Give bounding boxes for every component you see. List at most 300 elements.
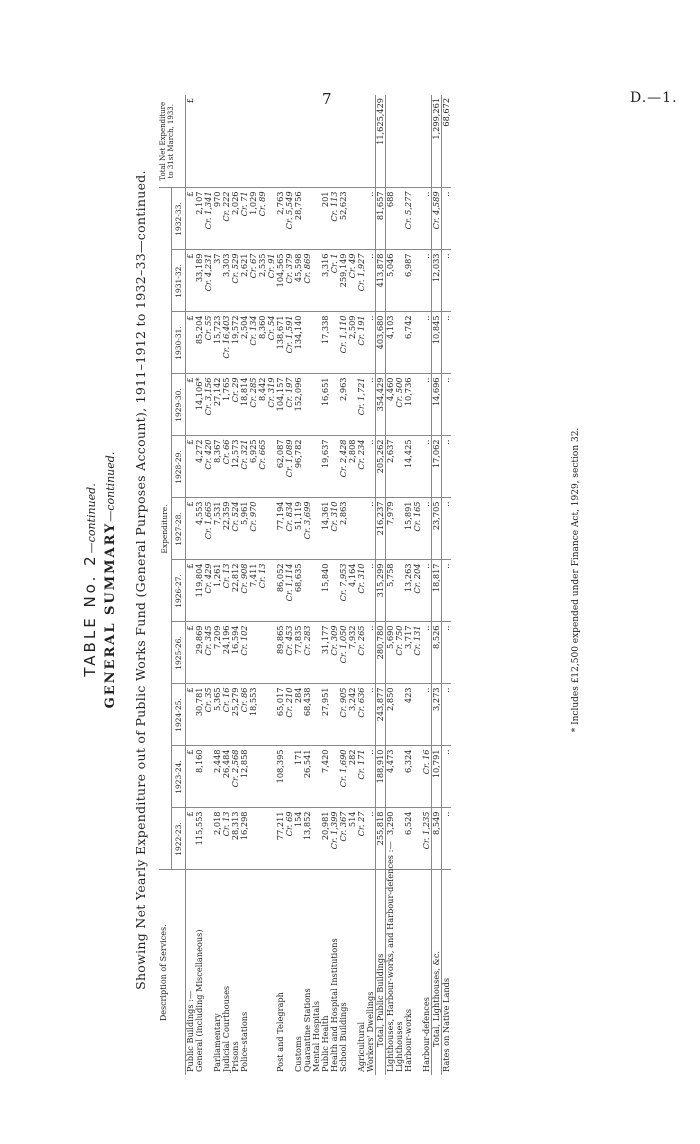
value-line: Cr. 1,721 [356, 377, 366, 416]
value-line: 2,963 [338, 377, 348, 401]
value-line: Cr. 86 [239, 687, 249, 713]
value-line: 2,621 [239, 253, 249, 277]
value-line: 201 [320, 191, 330, 208]
value-cell [321, 95, 339, 188]
value-line: Cr. 134 [248, 315, 258, 346]
value-line: .. [441, 439, 451, 445]
value-cell [321, 498, 339, 560]
value-line: .. [421, 439, 431, 445]
value-cell [276, 95, 294, 188]
value-line: 152,096 [293, 377, 303, 412]
value-line: 115,553 [194, 811, 204, 846]
value-line: 26,541 [302, 749, 312, 779]
value-line: .. [421, 563, 431, 569]
value-cell [339, 746, 357, 808]
value-line: 52,623 [338, 191, 348, 221]
value-cell [442, 498, 452, 560]
value-line: 6,742 [403, 315, 413, 339]
row-label-line: Quarantine Stations [302, 988, 312, 1072]
value-line: 19,572 [230, 315, 240, 345]
value-cell [432, 95, 442, 188]
value-line: 284 [293, 687, 303, 704]
table-row [186, 95, 214, 1075]
value-cell [357, 746, 366, 808]
value-line: .. [365, 625, 375, 631]
value-cell [357, 498, 366, 560]
value-line: £ [185, 811, 195, 817]
value-line: 413,878 [375, 253, 385, 288]
value-cell [186, 188, 214, 250]
value-line: Cr. 500 [394, 377, 404, 408]
expenditure-header: Expenditure. [159, 188, 172, 870]
value-line: 1,765 [221, 377, 231, 401]
value-line: 3,273 [431, 687, 441, 711]
row-label-line: General (including Miscellaneous) [194, 929, 204, 1072]
value-cell [376, 498, 386, 560]
value-cell [276, 436, 294, 498]
value-line: 354,429 [375, 377, 385, 412]
value-line: Cr. 13 [221, 563, 231, 589]
value-line: 85,204 [194, 315, 204, 345]
value-line: 6,925 [248, 439, 258, 463]
value-line: .. [441, 253, 451, 259]
row-label-line: Workers' Dwellings [365, 991, 375, 1072]
value-cell [186, 436, 214, 498]
value-line: 2,850 [385, 687, 395, 711]
row-label-line: Post and Telegraph [275, 992, 285, 1072]
value-line: 14,425 [403, 439, 413, 469]
value-line: Cr. 7,953 [338, 563, 348, 602]
value-cell [213, 374, 276, 436]
value-cell [294, 498, 321, 560]
value-line: 188,910 [375, 749, 385, 784]
value-line: Cr. 1,927 [356, 253, 366, 292]
value-cell [321, 560, 339, 622]
value-cell [186, 95, 214, 188]
value-line: 2,509 [347, 315, 357, 339]
value-line: 5,046 [385, 253, 395, 277]
value-line: 970 [212, 191, 222, 208]
value-line: 7,209 [212, 625, 222, 649]
row-label [276, 870, 294, 1075]
row-label-line: Harbour-works [403, 1008, 413, 1072]
value-line: Cr. 2,428 [338, 439, 348, 478]
value-line: Cr. 69 [284, 811, 294, 837]
value-line: 65,017 [275, 687, 285, 717]
value-cell [321, 250, 339, 312]
value-line: Cr. 529 [230, 253, 240, 284]
value-line: £ [185, 563, 195, 569]
value-line: 1,029 [248, 191, 258, 215]
year-header: 1923-24. [172, 746, 186, 808]
value-line: Cr. 310 [329, 501, 339, 532]
table-row [357, 95, 366, 1075]
value-line: Cr. 2,568 [230, 749, 240, 788]
row-label [294, 870, 321, 1075]
value-line: .. [421, 377, 431, 383]
value-line: 7,531 [212, 501, 222, 525]
value-line: 77,194 [275, 501, 285, 531]
value-line: 28,756 [293, 191, 303, 221]
value-cell [432, 188, 442, 250]
value-line: .. [441, 501, 451, 507]
value-line: 27,951 [320, 687, 330, 717]
value-line: 6,987 [403, 253, 413, 277]
value-cell [404, 312, 422, 374]
value-line: 28,313 [230, 811, 240, 841]
value-line: 16,298 [239, 811, 249, 841]
value-cell [276, 250, 294, 312]
value-line: Cr. 665 [257, 439, 267, 470]
value-line: 8,526 [431, 625, 441, 649]
value-line: Cr. 191 [356, 315, 366, 346]
value-cell [213, 436, 276, 498]
value-line: 7,932 [347, 625, 357, 649]
value-line: .. [365, 501, 375, 507]
row-label-line: Public Buildings :— [185, 990, 195, 1072]
value-line: 7,979 [385, 501, 395, 525]
value-line: £ [185, 97, 195, 104]
value-line: 3,303 [221, 253, 231, 277]
value-line: 27,142 [212, 377, 222, 407]
value-line: Cr. 367 [338, 811, 348, 842]
rotated-table-region [75, 70, 585, 1090]
value-cell [321, 808, 339, 870]
value-line: 18,553 [248, 687, 258, 717]
value-line: .. [365, 377, 375, 383]
value-line: 81,657 [375, 191, 385, 221]
value-cell [276, 312, 294, 374]
value-cell [357, 188, 366, 250]
value-cell [213, 746, 276, 808]
value-cell [294, 436, 321, 498]
row-label [339, 870, 357, 1075]
value-line: £ [185, 191, 195, 197]
value-cell [442, 746, 452, 808]
value-line: Cr. 319 [266, 377, 276, 408]
value-cell [432, 560, 442, 622]
value-line: .. [365, 439, 375, 445]
row-label-line: Judicial Courthouses [221, 985, 231, 1072]
value-line: Cr. 102 [239, 625, 249, 656]
value-line: .. [441, 811, 451, 817]
value-line: 5,690 [385, 625, 395, 649]
value-cell [339, 622, 357, 684]
value-line: .. [365, 749, 375, 755]
value-line: 6,524 [403, 811, 413, 835]
value-line: Cr. 1 [329, 253, 339, 274]
value-line: 22,812 [230, 563, 240, 593]
value-cell [442, 684, 452, 746]
value-cell [376, 95, 386, 188]
value-line: 22,359 [221, 501, 231, 531]
value-cell [276, 684, 294, 746]
value-line: 15,840 [320, 563, 330, 593]
value-cell [213, 684, 276, 746]
value-line: Cr. 234 [356, 439, 366, 470]
description-header: Description of Services. [159, 870, 186, 1075]
value-cell [321, 684, 339, 746]
value-cell [432, 436, 442, 498]
value-cell [404, 250, 422, 312]
value-line: .. [441, 191, 451, 197]
value-line: 12,033 [431, 253, 441, 283]
value-cell [432, 684, 442, 746]
value-line: Cr. 908 [239, 563, 249, 594]
page-number: 7 [322, 90, 332, 108]
value-cell [404, 188, 422, 250]
value-cell [376, 808, 386, 870]
year-header: 1928-29. [172, 436, 186, 498]
value-line: .. [365, 191, 375, 197]
value-line: 154 [293, 811, 303, 828]
value-line: 259,149 [338, 253, 348, 288]
row-label [442, 870, 452, 1075]
value-line: .. [421, 501, 431, 507]
value-line: 2,018 [212, 811, 222, 835]
value-line: Cr. 35 [203, 687, 213, 713]
value-line: Cr. 89 [257, 191, 267, 217]
table-row [442, 95, 452, 1075]
value-cell [432, 312, 442, 374]
value-cell [357, 374, 366, 436]
value-line: Cr. 1,089 [284, 439, 294, 478]
value-line: 23,705 [431, 501, 441, 531]
value-line: 86,052 [275, 563, 285, 593]
value-cell [339, 250, 357, 312]
value-line: 3,717 [403, 625, 413, 649]
value-line: 17,062 [431, 439, 441, 469]
value-line: .. [365, 315, 375, 321]
value-line: 17,338 [320, 315, 330, 345]
value-line: 12,858 [239, 749, 249, 779]
value-line: 1,261 [212, 563, 222, 587]
value-cell [357, 250, 366, 312]
value-cell [442, 312, 452, 374]
value-cell [213, 188, 276, 250]
value-line: .. [365, 563, 375, 569]
value-cell [442, 808, 452, 870]
value-line: Cr. 204 [412, 563, 422, 594]
value-cell [442, 560, 452, 622]
value-line: 62,087 [275, 439, 285, 469]
value-cell [321, 622, 339, 684]
value-line: Cr. 265 [356, 625, 366, 656]
value-line: 2,535 [257, 253, 267, 277]
value-cell [376, 312, 386, 374]
row-label-line: Mental Hospitals [311, 1000, 321, 1072]
value-cell [294, 250, 321, 312]
value-line: Cr. 49 [347, 253, 357, 279]
row-label [385, 841, 405, 1075]
value-cell [404, 498, 422, 560]
value-line: Cr. 1,235 [421, 811, 431, 850]
value-line: Cr. 3,699 [302, 501, 312, 540]
value-line: 14,106* [194, 377, 204, 411]
table-body [186, 95, 452, 1075]
value-line: Cr. 4,589 [431, 191, 441, 230]
row-label [376, 870, 386, 1075]
value-line: .. [421, 625, 431, 631]
value-line: 96,782 [293, 439, 303, 469]
value-cell [442, 188, 452, 250]
value-line: Cr. 210 [284, 687, 294, 718]
value-cell [213, 312, 276, 374]
value-line: 171 [293, 749, 303, 766]
value-line: 26,484 [221, 749, 231, 779]
value-line: Cr. 869 [302, 253, 312, 284]
value-cell [213, 498, 276, 560]
row-label-line: Agricultural [356, 1021, 366, 1072]
value-line: Cr. 429 [203, 563, 213, 594]
value-line: 688 [385, 191, 395, 208]
value-line: 3,316 [320, 253, 330, 277]
value-line: Cr. 66 [221, 439, 231, 465]
row-label-line: Rates on Native Lands [441, 977, 451, 1072]
value-line: 12,573 [230, 439, 240, 469]
row-label-line: Total, Public Buildings [375, 953, 385, 1047]
value-line: Cr. 16 [221, 687, 231, 713]
value-line: 282 [347, 749, 357, 766]
value-line: 108,395 [275, 749, 285, 784]
value-cell [442, 436, 452, 498]
value-line: £ [185, 625, 195, 631]
value-line: 7,420 [320, 749, 330, 773]
value-line: Cr. 420 [203, 439, 213, 470]
value-line: Cr. 4,231 [203, 253, 213, 292]
value-line: 104,157 [275, 377, 285, 412]
value-line: 2,808 [347, 439, 357, 463]
value-line: Cr. 13 [257, 563, 267, 589]
value-cell [357, 684, 366, 746]
value-line: 3,242 [347, 687, 357, 711]
row-label-line: School Buildings [338, 1002, 348, 1072]
value-line: 7,411 [248, 563, 258, 587]
value-cell [213, 250, 276, 312]
value-line: 29,869 [194, 625, 204, 655]
value-line: 4,164 [347, 563, 357, 587]
value-line: Cr. 1,591 [284, 315, 294, 354]
value-line: 24,196 [221, 625, 231, 655]
value-cell [404, 622, 422, 684]
value-line: .. [421, 253, 431, 259]
value-cell [339, 498, 357, 560]
value-cell [321, 436, 339, 498]
value-line: Cr. 310 [356, 563, 366, 594]
value-line: 10,791 [431, 749, 441, 779]
value-line: Cr. 113 [329, 191, 339, 222]
value-line: 15,723 [212, 315, 222, 345]
value-line: Cr. 1,690 [338, 749, 348, 788]
value-cell [357, 622, 366, 684]
value-cell [294, 808, 321, 870]
value-line: Cr. 283 [302, 625, 312, 656]
value-line: 514 [347, 811, 357, 828]
value-line: 11,625,429 [375, 97, 385, 145]
value-cell [357, 436, 366, 498]
value-cell [276, 498, 294, 560]
value-cell [357, 560, 366, 622]
value-cell [276, 808, 294, 870]
value-line: Cr. 834 [284, 501, 294, 532]
value-cell [386, 95, 405, 188]
value-line: 6,324 [403, 749, 413, 773]
value-cell [213, 560, 276, 622]
value-cell [376, 684, 386, 746]
value-cell [404, 684, 422, 746]
value-line: 5,365 [212, 687, 222, 711]
row-label-line: Total, Lighthouses, &c. [431, 950, 441, 1047]
value-line: Cr. 16,403 [221, 315, 231, 359]
value-line: £ [185, 749, 195, 755]
value-cell [386, 436, 405, 498]
year-header: 1932-33. [172, 188, 186, 250]
value-line: 2,637 [385, 439, 395, 463]
value-line: 18,814 [239, 377, 249, 407]
value-line: 30,781 [194, 687, 204, 717]
value-line: Cr. 131 [412, 625, 422, 656]
value-cell [432, 808, 442, 870]
value-cell [294, 622, 321, 684]
value-line: .. [441, 377, 451, 383]
value-line: Cr. 970 [248, 501, 258, 532]
value-line: 4,473 [385, 749, 395, 773]
value-line: 3,290 [385, 811, 395, 835]
value-line: Cr. 1,110 [338, 315, 348, 354]
value-line: 77,835 [293, 625, 303, 655]
value-line: .. [441, 563, 451, 569]
value-line: 315,299 [375, 563, 385, 598]
value-line: 205,262 [375, 439, 385, 474]
value-cell [386, 560, 405, 622]
value-cell [294, 188, 321, 250]
page-reference: D.—1. [630, 90, 678, 106]
value-line: 138,671 [275, 315, 285, 350]
value-line: Cr. 1,341 [203, 191, 213, 230]
value-cell [442, 622, 452, 684]
value-line: Cr. 5,277 [403, 191, 413, 230]
value-cell [376, 746, 386, 808]
value-line: 8,549 [431, 811, 441, 835]
value-line: 14,696 [431, 377, 441, 407]
value-cell [386, 746, 405, 808]
table-row [321, 95, 339, 1075]
value-line: 255,818 [375, 811, 385, 846]
value-line: Cr. 1,050 [338, 625, 348, 664]
value-line: Cr. 3,156 [203, 377, 213, 416]
value-line: 13,852 [302, 811, 312, 841]
value-line: Cr. 321 [239, 439, 249, 470]
value-cell [186, 808, 214, 870]
value-cell [294, 684, 321, 746]
row-label [432, 870, 442, 1075]
row-label-line: Police-stations [239, 1011, 249, 1072]
value-line: 243,877 [375, 687, 385, 722]
value-line: 8,360 [257, 315, 267, 339]
value-cell [213, 95, 276, 188]
value-line: £ [185, 501, 195, 507]
value-line: Cr. 5,549 [284, 191, 294, 230]
value-line: 18,817 [431, 563, 441, 593]
value-cell [294, 746, 321, 808]
value-line: 216,237 [375, 501, 385, 536]
value-line: .. [441, 315, 451, 321]
value-line: 280,780 [375, 625, 385, 660]
value-cell [186, 560, 214, 622]
value-cell [376, 436, 386, 498]
value-line: 4,460 [385, 377, 395, 401]
table-row [339, 95, 357, 1075]
